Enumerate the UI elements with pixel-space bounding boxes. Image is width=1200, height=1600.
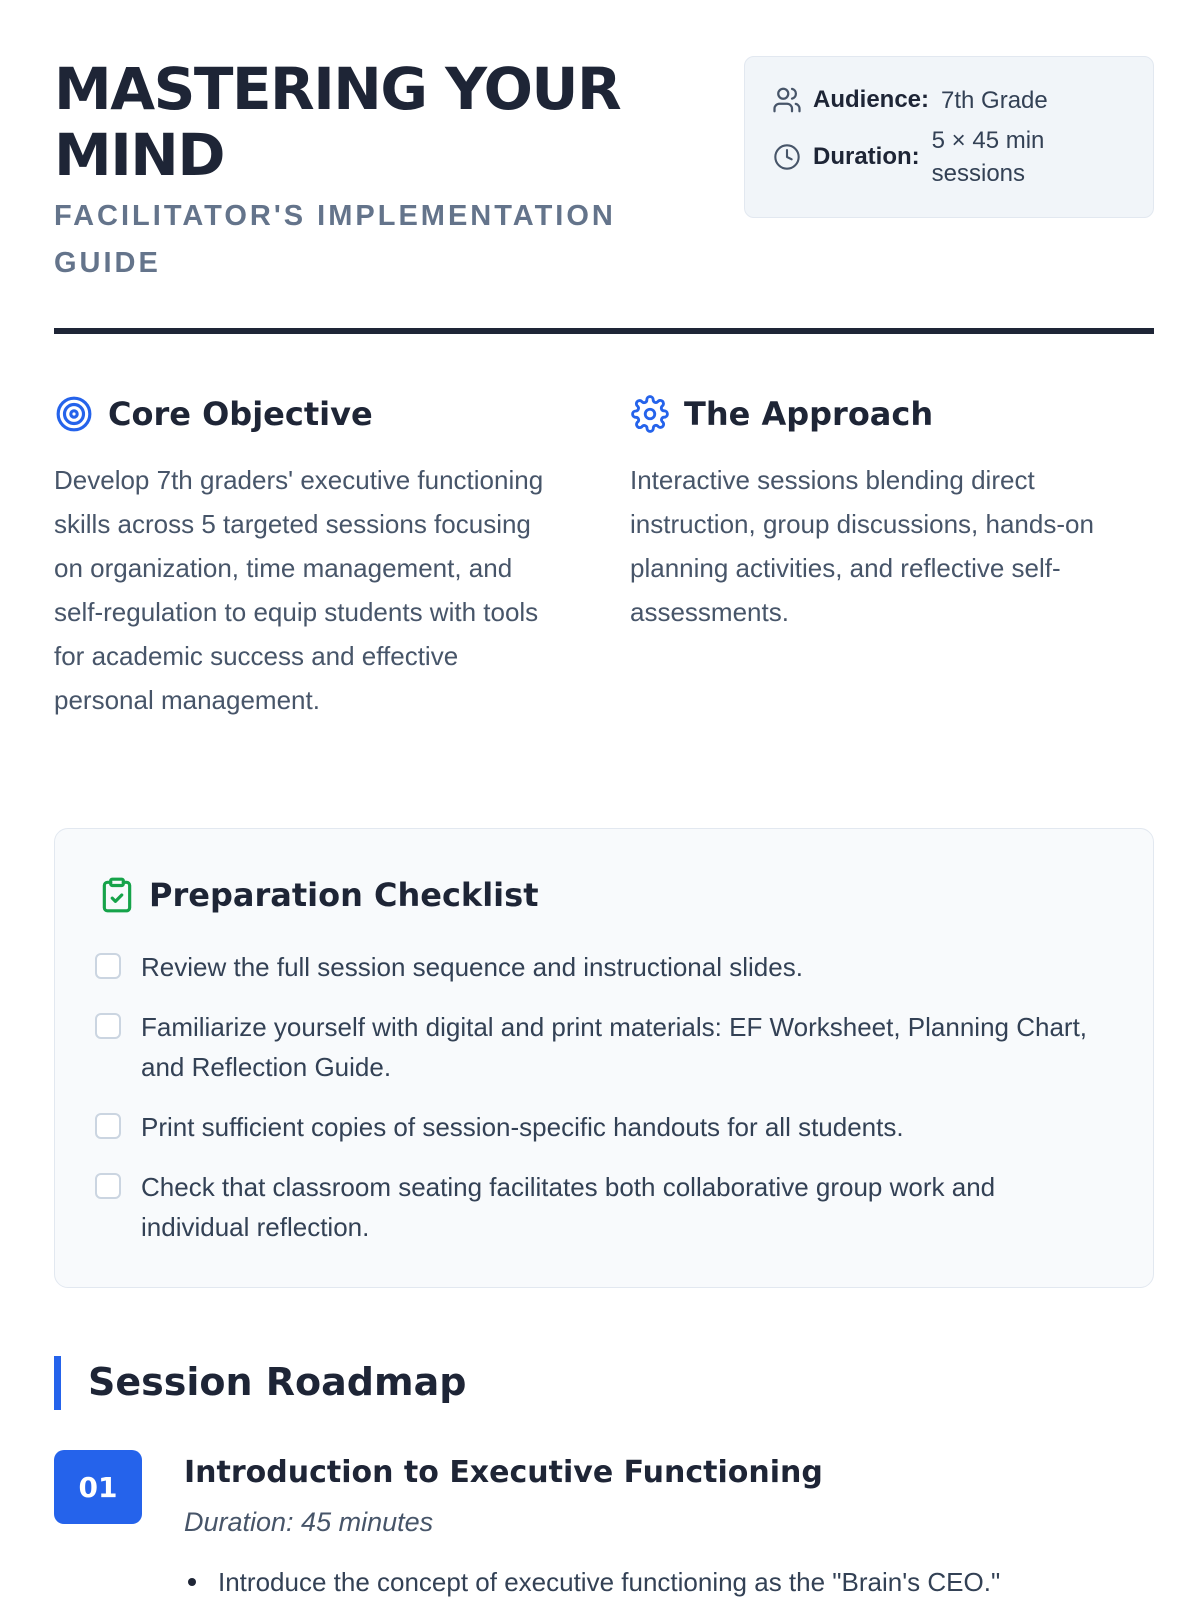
clock-icon [771, 141, 803, 173]
core-objective-heading: Core Objective [108, 395, 373, 433]
header-divider [54, 328, 1154, 334]
duration-label: Duration: [813, 143, 920, 170]
session-info-card [744, 56, 1154, 218]
session-number-badge: 01 [54, 1450, 142, 1524]
checklist-checkbox[interactable] [95, 953, 121, 979]
audience-row [771, 83, 1048, 117]
checklist-heading: Preparation Checklist [149, 876, 539, 914]
checklist [95, 947, 1105, 1267]
session-roadmap-heading: Session Roadmap [88, 1360, 467, 1404]
page-header [54, 56, 1154, 336]
checklist-item-text: Review the full session sequence and instructional slides. [141, 952, 803, 982]
target-icon [54, 394, 94, 434]
session-duration: Duration: 45 minutes [184, 1507, 434, 1537]
checklist-item [95, 1107, 1105, 1147]
checklist-checkbox[interactable] [95, 1113, 121, 1139]
session-bullet-text: Introduce the concept of executive functioning as the "Brain's CEO." [218, 1567, 1001, 1597]
core-objective-text: Develop 7th graders' executive functioning skills across 5 targeted sessions focusing on organization, time management, and self-regulation to equip students with tools for academic success and effective personal management. [54, 465, 544, 715]
page-title: MASTERING YOUR MIND [54, 55, 621, 189]
checklist-item [95, 1007, 1105, 1087]
checklist-item [95, 1167, 1105, 1247]
gear-icon [630, 394, 670, 434]
audience-label: Audience: [813, 86, 930, 113]
checklist-item-text: Print sufficient copies of session-specific handouts for all students. [141, 1112, 904, 1142]
checklist-checkbox[interactable] [95, 1013, 121, 1039]
preparation-checklist-card [54, 828, 1154, 1288]
core-objective-section [54, 392, 564, 722]
bullet-dot [188, 1578, 196, 1586]
checklist-checkbox[interactable] [95, 1173, 121, 1199]
audience-value: 7th Grade [941, 86, 1048, 114]
session-title: Introduction to Executive Functioning [184, 1455, 823, 1490]
duration-row [771, 125, 1062, 189]
clipboard-check-icon [97, 875, 137, 915]
roadmap-accent-bar [54, 1356, 61, 1410]
approach-text: Interactive sessions blending direct instruction, group discussions, hands-on planning activities, and reflective self-assessments. [630, 465, 1094, 627]
approach-section [630, 392, 1140, 634]
approach-heading: The Approach [684, 395, 934, 433]
checklist-item-text: Familiarize yourself with digital and print materials: EF Worksheet, Planning Chart, and Reflection Guide. [141, 1012, 1088, 1082]
checklist-item-text: Check that classroom seating facilitates both collaborative group work and individual reflection. [141, 1172, 996, 1242]
session-bullet [184, 1562, 1144, 1600]
users-icon [771, 84, 803, 116]
duration-value: 5 × 45 min sessions [931, 127, 1045, 187]
checklist-item [95, 947, 1105, 987]
session-bullet-list [184, 1562, 1144, 1600]
page-subtitle: FACILITATOR'S IMPLEMENTATION GUIDE [54, 200, 616, 279]
